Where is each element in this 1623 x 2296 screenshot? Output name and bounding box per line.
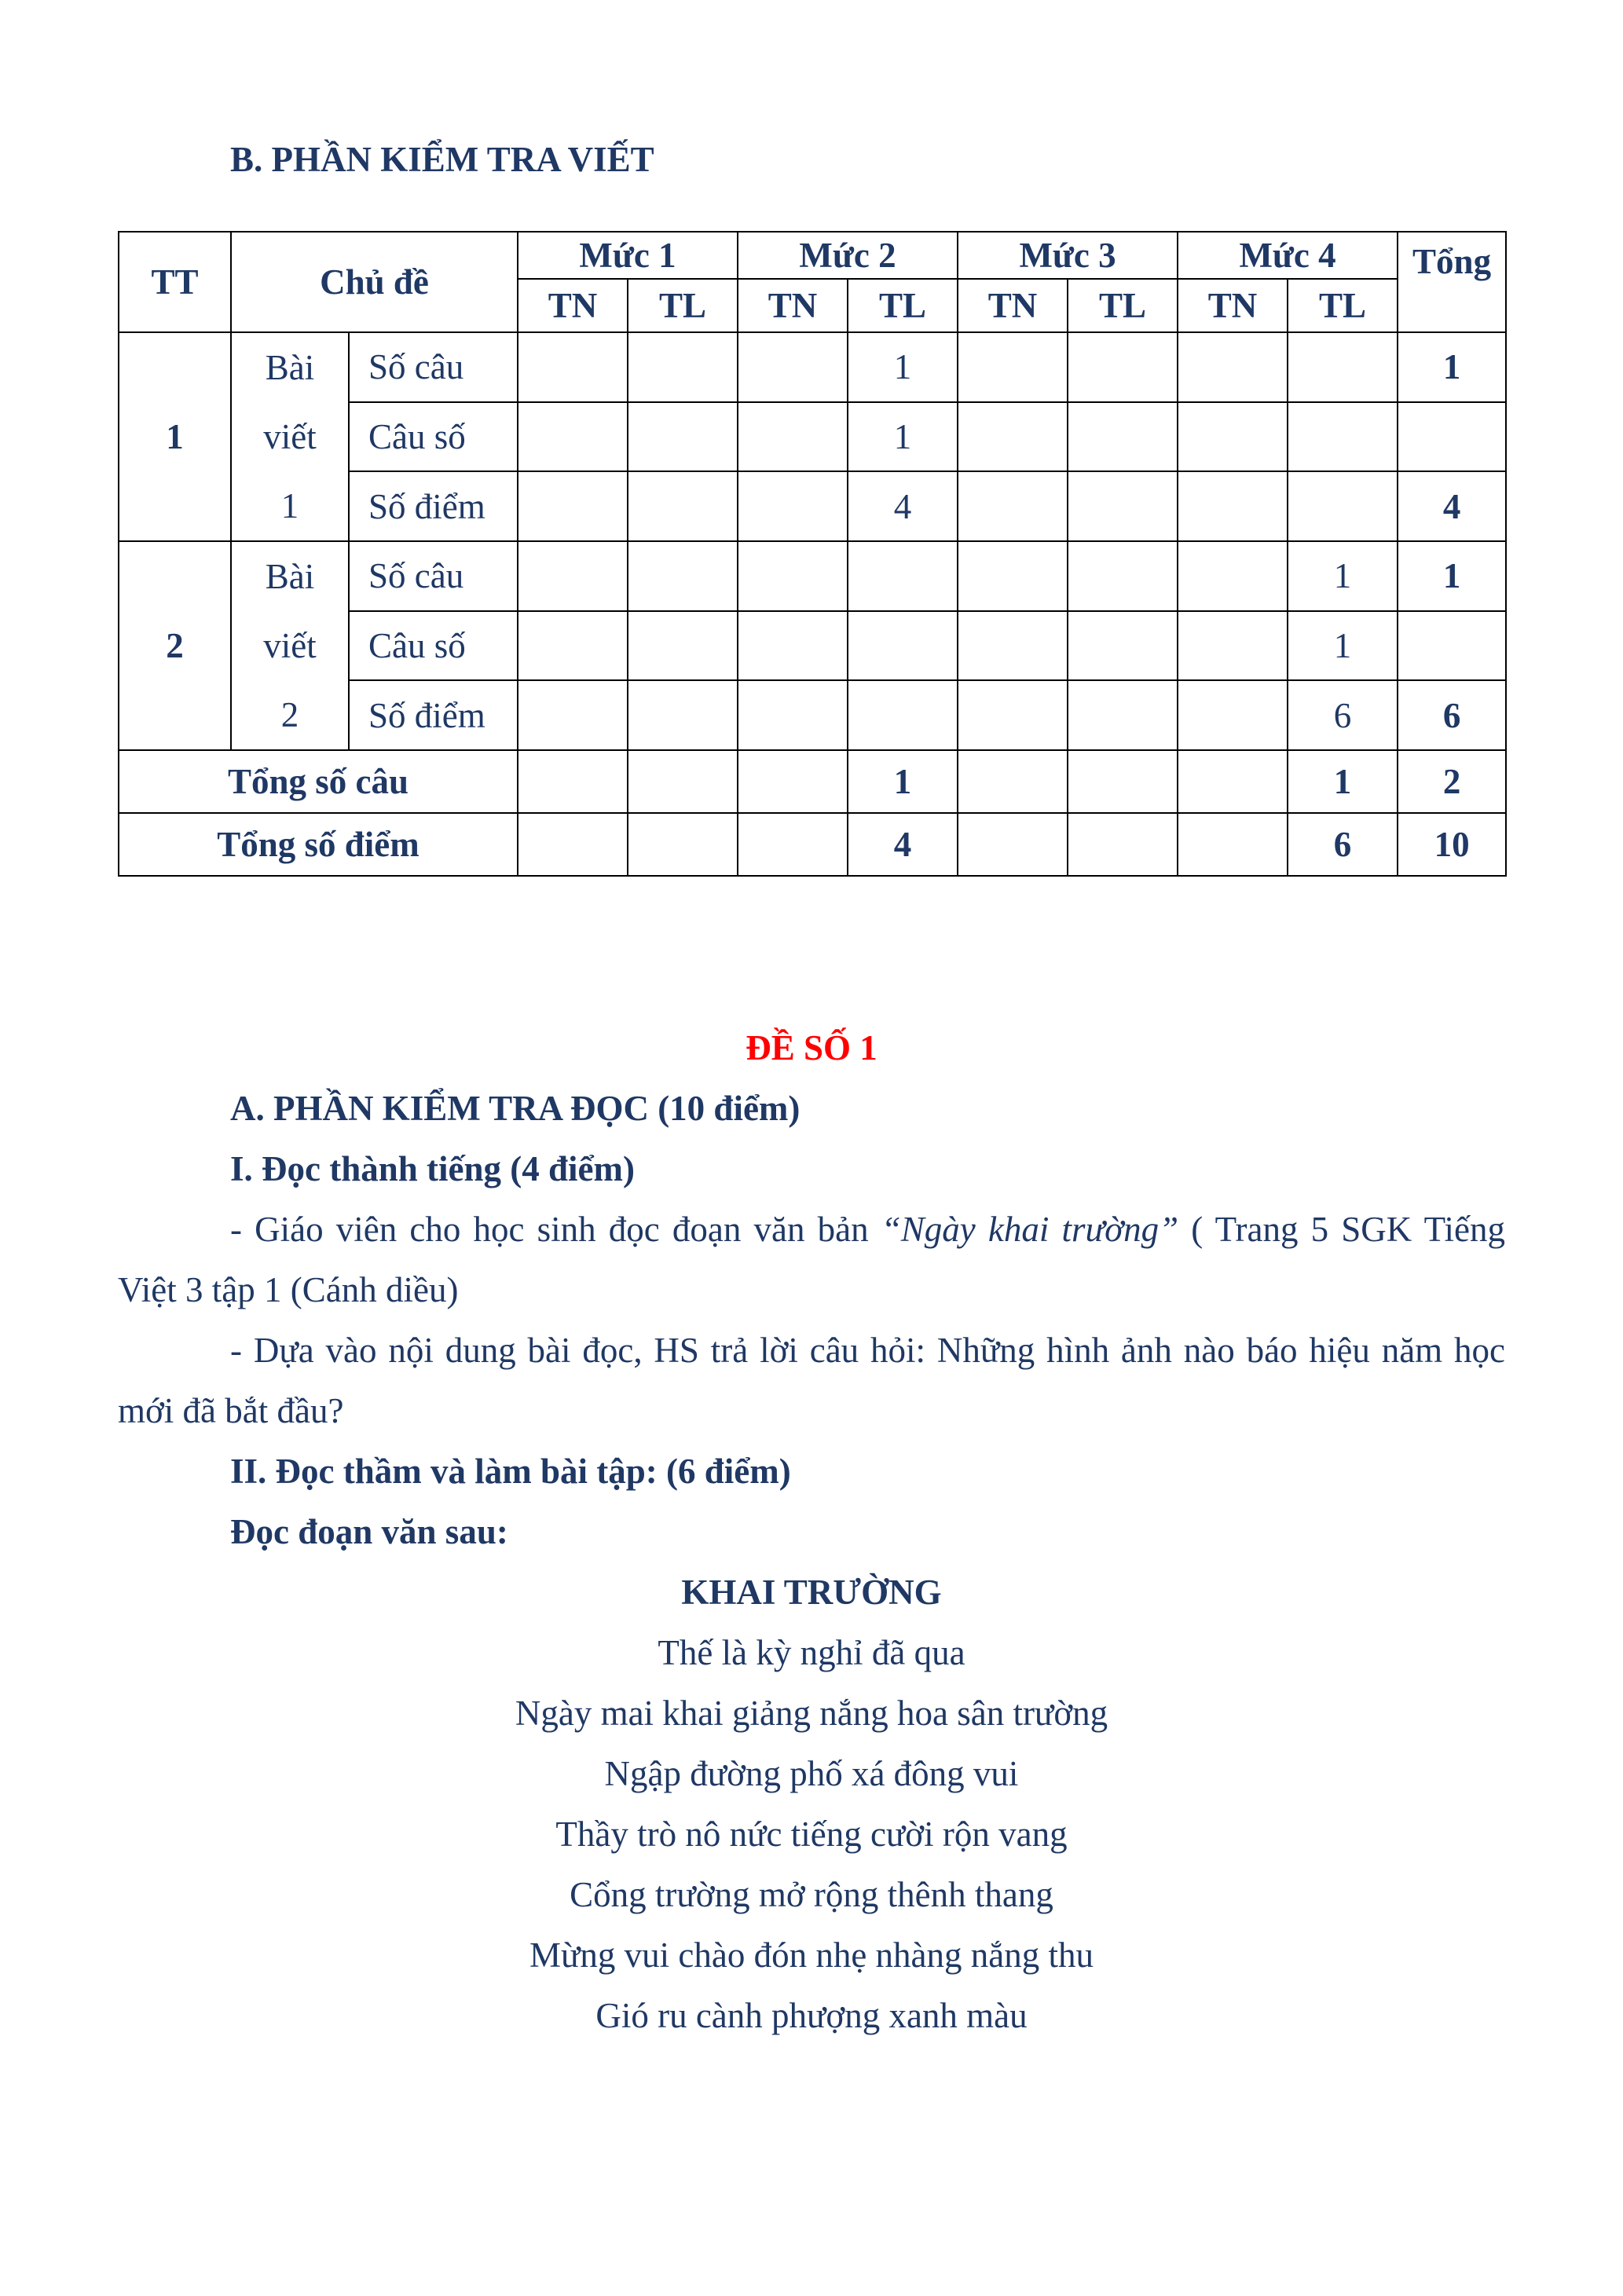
poem-line: Ngập đường phố xá đông vui (604, 1754, 1019, 1793)
para1-prefix: - Giáo viên cho học sinh đọc đoạn văn bản (230, 1210, 881, 1249)
cell-m1-tl (628, 332, 738, 402)
cell-m3-tl (1068, 611, 1178, 681)
group2-name-line: 2 (280, 695, 299, 734)
cell-m2-tl: 4 (848, 813, 958, 876)
cell-tong: 1 (1398, 541, 1506, 611)
cell-m3-tn (958, 611, 1068, 681)
poem-line: Thế là kỳ nghỉ đã qua (658, 1633, 965, 1672)
cell-m3-tn (958, 402, 1068, 472)
cell-m2-tl (848, 541, 958, 611)
table-row-total-cau (119, 750, 1506, 813)
para-doc-thanh-tieng (118, 1199, 1505, 1320)
poem-line: Mừng vui chào đón nhẹ nhàng nắng thu (529, 1935, 1094, 1975)
cell-m2-tn (738, 471, 848, 541)
cell-m3-tl (1068, 750, 1178, 813)
section-a-title: A. PHẦN KIỂM TRA ĐỌC (10 điểm) (230, 1089, 801, 1128)
group1-name-line: Bài (265, 348, 315, 387)
cell-m3-tn (958, 680, 1068, 750)
cell-tong (1398, 611, 1506, 681)
cell-m4-tn (1178, 332, 1288, 402)
cell-m4-tl (1288, 471, 1398, 541)
group1-tt: 1 (119, 332, 231, 541)
subheader-m4-tl: TL (1288, 279, 1398, 332)
metric-label: Số điểm (349, 680, 518, 750)
cell-m2-tn (738, 680, 848, 750)
col-header-tt: TT (119, 232, 231, 332)
cell-m4-tn (1178, 611, 1288, 681)
cell-m1-tn (518, 750, 628, 813)
col-header-chu-de: Chủ đề (231, 232, 518, 332)
cell-m4-tl: 6 (1288, 680, 1398, 750)
cell-tong: 2 (1398, 750, 1506, 813)
subheader-m3-tn: TN (958, 279, 1068, 332)
metric-label: Số điểm (349, 471, 518, 541)
cell-m2-tl: 4 (848, 471, 958, 541)
footer-label-tong-so-diem: Tổng số điểm (119, 813, 518, 876)
metric-label: Câu số (349, 402, 518, 472)
cell-m1-tl (628, 541, 738, 611)
cell-m1-tl (628, 813, 738, 876)
poem-line: Thầy trò nô nức tiếng cười rộn vang (555, 1814, 1068, 1854)
para-cau-hoi: - Dựa vào nội dung bài đọc, HS trả lời câu hỏi: Những hình ảnh nào báo hiệu năm học mới đã bắt đầu? (118, 1331, 1505, 1430)
group1-name (231, 332, 349, 541)
cell-m2-tl (848, 680, 958, 750)
cell-m2-tl: 1 (848, 402, 958, 472)
cell-m3-tl (1068, 541, 1178, 611)
subheader-m2-tl: TL (848, 279, 958, 332)
group2-name-line: Bài (265, 557, 315, 596)
metric-label: Số câu (349, 332, 518, 402)
cell-m1-tl (628, 750, 738, 813)
cell-m2-tn (738, 402, 848, 472)
cell-tong: 4 (1398, 471, 1506, 541)
cell-m1-tn (518, 402, 628, 472)
cell-m3-tl (1068, 680, 1178, 750)
de-so-title: ĐỀ SỐ 1 (746, 1028, 877, 1067)
table-row (119, 332, 1506, 402)
metric-label: Câu số (349, 611, 518, 681)
para1-italic-quote: “Ngày khai trường” (881, 1210, 1179, 1249)
cell-m4-tn (1178, 813, 1288, 876)
col-header-muc-4: Mức 4 (1178, 232, 1398, 279)
footer-label-tong-so-cau: Tổng số câu (119, 750, 518, 813)
cell-m4-tl: 1 (1288, 750, 1398, 813)
cell-m2-tn (738, 750, 848, 813)
cell-m1-tl (628, 402, 738, 472)
cell-m1-tn (518, 813, 628, 876)
group2-tt: 2 (119, 541, 231, 750)
cell-m2-tn (738, 611, 848, 681)
cell-m4-tl (1288, 402, 1398, 472)
cell-m4-tl: 1 (1288, 541, 1398, 611)
subheader-m2-tn: TN (738, 279, 848, 332)
cell-m2-tl: 1 (848, 750, 958, 813)
col-header-tong: Tổng (1398, 232, 1506, 332)
subheader-m3-tl: TL (1068, 279, 1178, 332)
table-row (119, 541, 1506, 611)
cell-m2-tn (738, 541, 848, 611)
cell-m1-tn (518, 332, 628, 402)
cell-tong: 1 (1398, 332, 1506, 402)
cell-m2-tl (848, 611, 958, 681)
cell-tong (1398, 402, 1506, 472)
cell-m4-tn (1178, 471, 1288, 541)
col-header-muc-2: Mức 2 (738, 232, 958, 279)
cell-m3-tn (958, 750, 1068, 813)
subheader-m4-tn: TN (1178, 279, 1288, 332)
cell-tong: 6 (1398, 680, 1506, 750)
table-row-total-diem (119, 813, 1506, 876)
read-instruction: Đọc đoạn văn sau: (230, 1512, 508, 1551)
group1-name-line: viết (263, 417, 317, 456)
cell-m3-tn (958, 471, 1068, 541)
group1-name-line: 1 (280, 486, 299, 525)
exam-matrix-table (118, 231, 1507, 877)
cell-m1-tl (628, 680, 738, 750)
poem-line: Gió ru cành phượng xanh màu (595, 1996, 1028, 2035)
cell-m1-tn (518, 471, 628, 541)
subheader-m1-tn: TN (518, 279, 628, 332)
cell-m3-tl (1068, 332, 1178, 402)
part2-title: II. Đọc thầm và làm bài tập: (6 điểm) (230, 1452, 791, 1491)
cell-m2-tn (738, 332, 848, 402)
cell-m2-tl: 1 (848, 332, 958, 402)
cell-m4-tl (1288, 332, 1398, 402)
table-header-row-1 (119, 232, 1506, 279)
group2-name-line: viết (263, 626, 317, 665)
col-header-muc-1: Mức 1 (518, 232, 738, 279)
cell-m1-tn (518, 680, 628, 750)
cell-m4-tn (1178, 750, 1288, 813)
cell-m1-tn (518, 611, 628, 681)
cell-m3-tl (1068, 471, 1178, 541)
poem-line: Cổng trường mở rộng thênh thang (570, 1875, 1053, 1914)
cell-m4-tn (1178, 541, 1288, 611)
cell-m4-tn (1178, 680, 1288, 750)
cell-m4-tn (1178, 402, 1288, 472)
cell-m4-tl: 6 (1288, 813, 1398, 876)
group2-name (231, 541, 349, 750)
cell-tong: 10 (1398, 813, 1506, 876)
part1-title: I. Đọc thành tiếng (4 điểm) (230, 1149, 635, 1188)
poem-title: KHAI TRƯỜNG (681, 1573, 942, 1612)
section-b-title: B. PHẦN KIỂM TRA VIẾT (230, 140, 654, 179)
cell-m4-tl: 1 (1288, 611, 1398, 681)
poem-line: Ngày mai khai giảng nắng hoa sân trường (515, 1694, 1108, 1733)
cell-m1-tl (628, 471, 738, 541)
cell-m3-tn (958, 332, 1068, 402)
col-header-muc-3: Mức 3 (958, 232, 1178, 279)
subheader-m1-tl: TL (628, 279, 738, 332)
cell-m3-tl (1068, 402, 1178, 472)
cell-m3-tl (1068, 813, 1178, 876)
cell-m3-tn (958, 541, 1068, 611)
cell-m1-tl (628, 611, 738, 681)
para1-suffix: ( Trang 5 SGK Tiếng Việt 3 tập 1 (Cánh diều) (118, 1210, 1505, 1309)
cell-m3-tn (958, 813, 1068, 876)
metric-label: Số câu (349, 541, 518, 611)
cell-m1-tn (518, 541, 628, 611)
cell-m2-tn (738, 813, 848, 876)
